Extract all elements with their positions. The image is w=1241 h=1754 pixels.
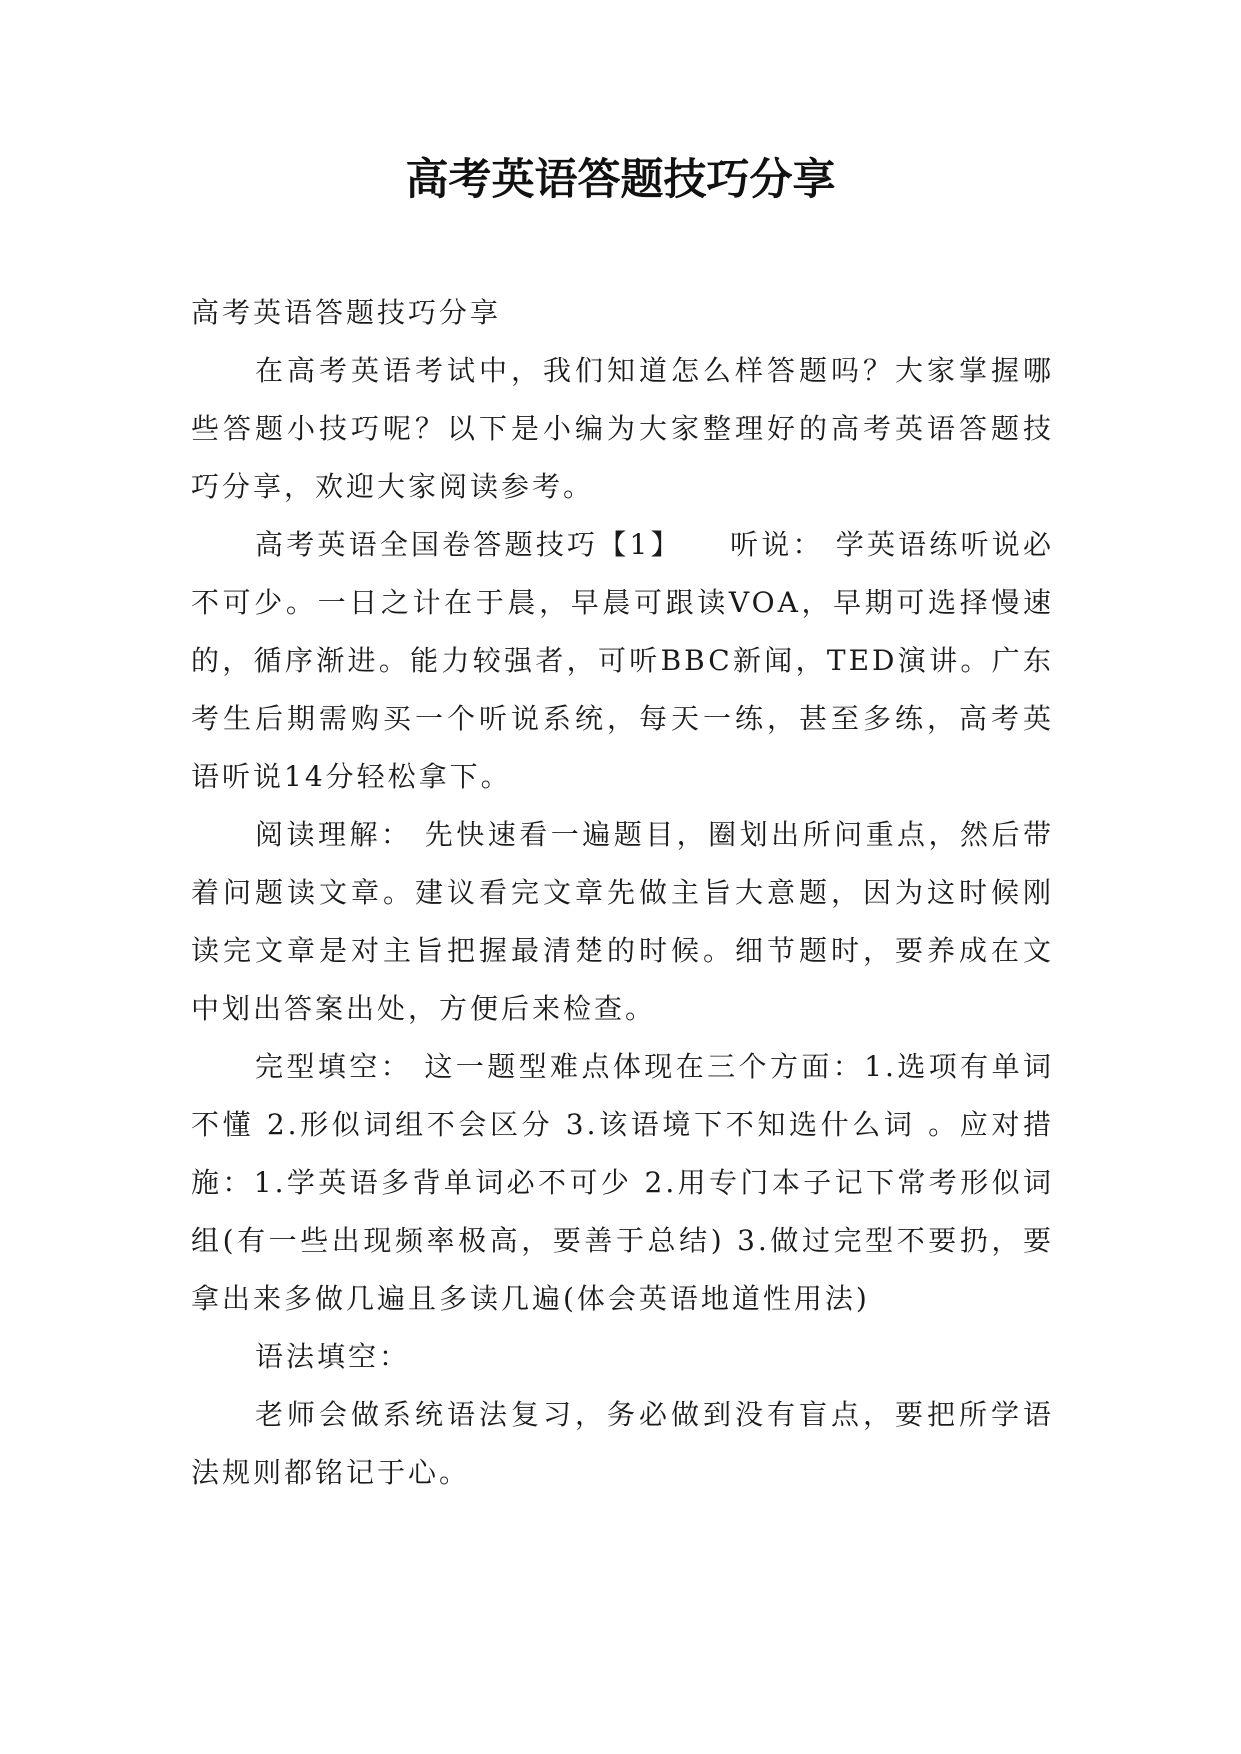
body-paragraph-heading: 高考英语答题技巧分享 [191, 296, 502, 329]
body-paragraph-intro: 在高考英语考试中，我们知道怎么样答题吗？大家掌握哪些答题小技巧呢？以下是小编为大家整理好的高考英语答题技巧分享，欢迎大家阅读参考。 [191, 354, 1054, 503]
body-paragraph-cloze: 完型填空： 这一题型难点体现在三个方面：1.选项有单词不懂 2.形似词组不会区分 3.该语境下不知选什么词 。应对措施：1.学英语多背单词必不可少 2.用专门本子记下常考形似词组(有一些出现频率极高，要善于总结) 3.做过完型不要扔，要拿出来多做几遍且多读几遍(体会英语地道性用法) [191, 1050, 1054, 1315]
document-body [191, 284, 1054, 1502]
body-paragraph-reading: 阅读理解： 先快速看一遍题目，圈划出所问重点，然后带着问题读文章。建议看完文章先做主旨大意题，因为这时候刚读完文章是对主旨把握最清楚的时候。细节题时，要养成在文中划出答案出处，方便后来检查。 [191, 818, 1054, 1025]
body-paragraph-listening: 高考英语全国卷答题技巧【1】 听说： 学英语练听说必不可少。一日之计在于晨，早晨可跟读VOA，早期可选择慢速的，循序渐进。能力较强者，可听BBC新闻，TED演讲。广东考生后期需购买一个听说系统，每天一练，甚至多练，高考英语听说14分轻松拿下。 [191, 528, 1054, 793]
body-paragraph-grammar: 老师会做系统语法复习，务必做到没有盲点，要把所学语法规则都铭记于心。 [191, 1398, 1054, 1489]
body-paragraph-grammar-heading: 语法填空： [255, 1340, 411, 1373]
document-title: 高考英语答题技巧分享 [405, 155, 836, 205]
